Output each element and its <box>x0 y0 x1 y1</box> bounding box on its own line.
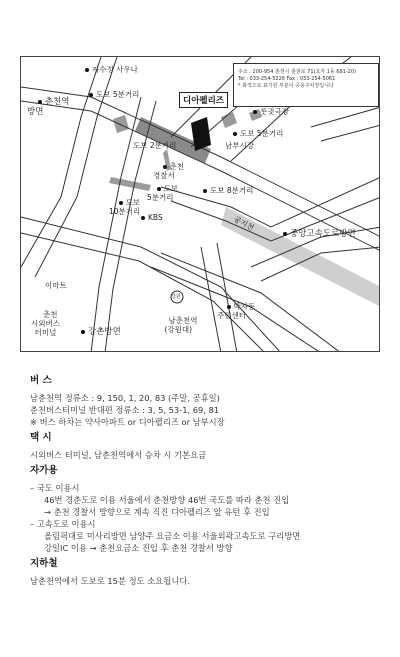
label-nambu-market: 남부시장 <box>225 141 254 150</box>
section-line: ※ 버스 하차는 약사아파트 or 디아펠리즈 or 남부시장 <box>30 417 225 427</box>
location-dot-icon <box>141 216 145 220</box>
address-text: 주소 : 200-954 춘천시 춘천로 71(효자 1동 681-20) <box>238 69 356 75</box>
section-line: – 고속도로 이용시 <box>30 519 96 529</box>
location-dot-icon <box>81 330 85 334</box>
section-gap <box>30 587 380 591</box>
parking-lot-small <box>113 115 129 133</box>
section-line: 46번 경춘도로 이용 서울에서 춘천방향 46번 국도를 따라 춘천 진입 <box>44 495 290 505</box>
contact-info-box <box>233 63 379 107</box>
section-line: 시외버스 터미널, 남춘천역에서 승차 시 기본요금 <box>30 450 207 460</box>
label-jasujeong: 자수정 사우나 <box>85 65 138 74</box>
location-dot-icon <box>203 189 207 193</box>
label-bus-terminal: 춘천 시외버스 터미널 <box>31 310 60 337</box>
location-dot-icon <box>119 201 123 205</box>
label-expressway: 중앙고속도로방면 <box>283 229 356 239</box>
section-line: → 춘천 경찰서 방향으로 계속 직진 디아펠리즈 앞 유턴 후 진입 <box>44 507 270 517</box>
location-dot-icon <box>85 68 89 72</box>
section-heading: 자가용 <box>30 465 58 476</box>
directions-text <box>30 375 380 591</box>
location-dot-icon <box>163 165 167 169</box>
section-line: 남춘천역 정류소 : 9, 150, 1, 20, 83 (주말, 공휴일) <box>30 393 220 403</box>
section-line: 춘천버스터미널 반대편 정류소 : 3, 5, 53-1, 69, 81 <box>30 405 220 415</box>
parking-note: * 화색으로 표기된 부분이 공용주차장입니다 <box>238 83 334 89</box>
section-heading: 지하철 <box>30 558 58 569</box>
label-walk2: 도보 2분거리 <box>133 141 177 150</box>
label-walk10: 도보 10분거리 <box>109 198 141 216</box>
label-community-center: 박자동 주민센터 <box>217 302 256 320</box>
section-line: 강일IC 이용 → 춘천요금소 진입 후 춘천 경찰서 방향 <box>44 543 233 553</box>
label-police: 춘천 경찰서 <box>153 162 185 180</box>
location-dot-icon <box>227 305 231 309</box>
section-heading: 택 시 <box>30 432 52 443</box>
label-emart: 이마트 <box>45 281 67 290</box>
section-heading: 버 스 <box>30 375 52 386</box>
section-line: 올림픽대로 미사리방면 남양주 요금소 이용 서울외곽고속도로 구리방면 <box>44 531 301 541</box>
label-walk8: 도보 8분거리 <box>203 186 253 195</box>
label-chuncheon-station: 춘천역 방면 <box>27 97 70 117</box>
location-dot-icon <box>233 132 237 136</box>
location-dot-icon <box>253 110 257 114</box>
location-dot-icon <box>157 187 161 191</box>
section-line: 남춘천역에서 도보로 15분 정도 소요됩니다. <box>30 576 190 586</box>
section-line: – 국도 이용시 <box>30 483 80 493</box>
diamond-label: 디아펠리즈 <box>179 92 228 108</box>
location-dot-icon <box>38 100 42 104</box>
location-dot-icon <box>283 232 287 236</box>
label-station: 남춘천역 (강원대) <box>164 316 198 334</box>
location-dot-icon <box>89 93 93 97</box>
label-walk5-right: 도보 5분거리 <box>233 129 283 138</box>
label-gangchon: 강촌방면 <box>81 327 121 337</box>
label-cinema: 롯긧극장 <box>253 107 289 116</box>
phone-fax-text: Tel : 033-254-5226 Fax : 033-254-5061 <box>238 76 336 82</box>
label-walk5-mid: 도보 5분거리 <box>147 184 179 202</box>
station-badge: 강원 <box>171 294 181 300</box>
label-gongjicheon: 공지천 <box>232 214 256 233</box>
location-map <box>20 56 380 352</box>
label-walk5-top: 도보 5분거리 <box>89 90 139 99</box>
label-kbs: KBS <box>141 213 163 222</box>
